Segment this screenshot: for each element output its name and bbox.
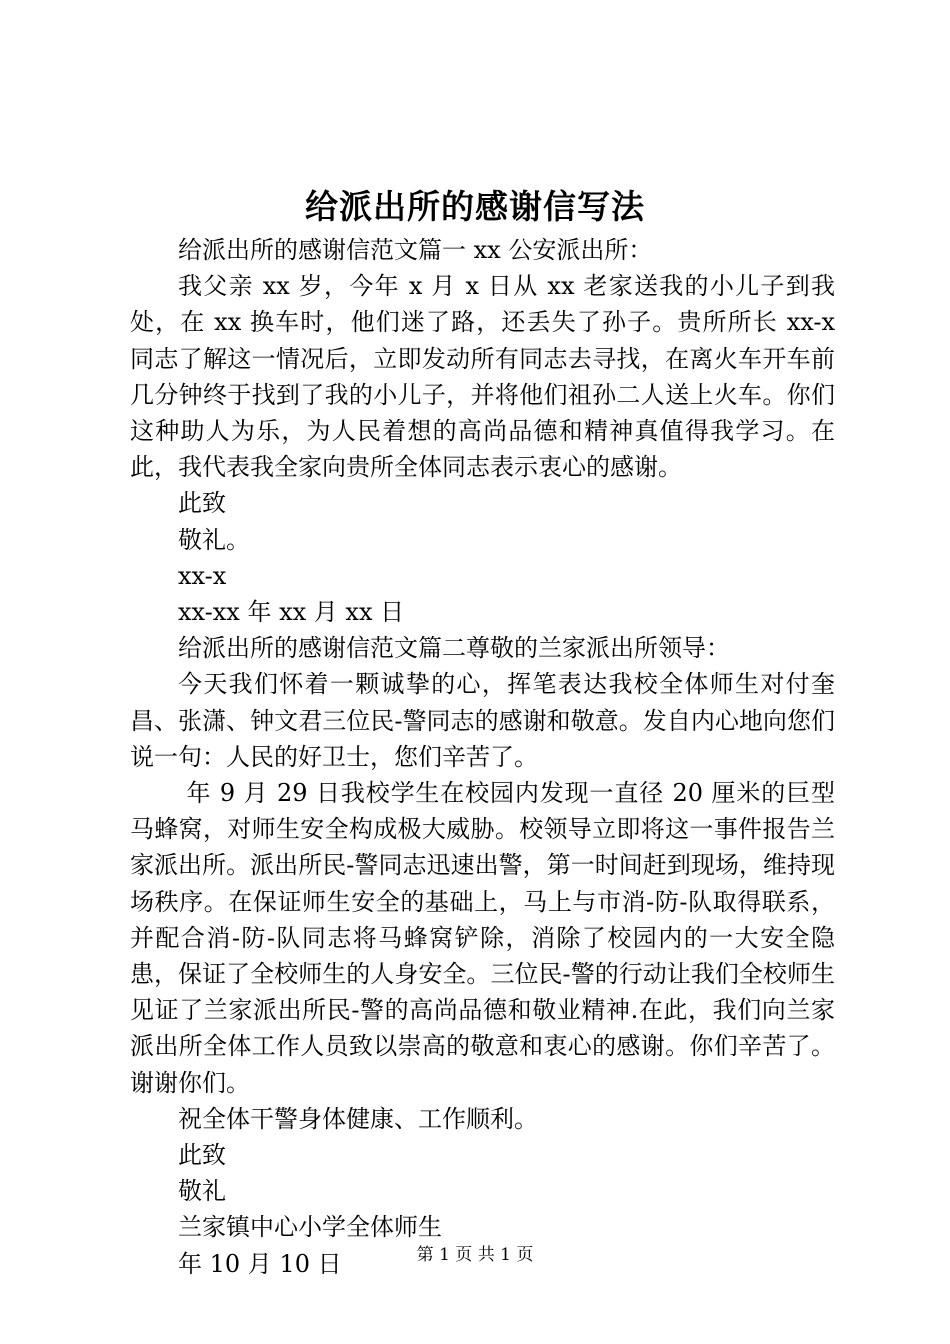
paragraph-date-2: 年 10 月 10 日 [178,1249,342,1278]
paragraph-salutation-2: 给派出所的感谢信范文篇二尊敬的兰家派出所领导： [178,634,730,663]
paragraph-letter-1-body: 我父亲 xx 岁，今年 x 月 x 日从 xx 老家送我的小儿子到我处，在 xx 换车时，他们迷了路，还丢失了孙子。贵所所长 xx-x 同志了解这一情况后，立即发动所有同志去寻找，在离火车开车前几分钟终于找到了我的小儿子，并将他们祖孙二人送上火车。你们这种助人为乐，为人民着想的高尚品德和精神真值得我学习。在此，我代表我全家向贵所全体同志表示衷心的感谢。 [130,272,843,482]
paragraph-salutation-1: 给派出所的感谢信范文篇一 xx 公安派出所： [178,236,653,264]
paragraph-wishes-2: 祝全体干警身体健康、工作顺利。 [178,1104,538,1133]
paragraph-signature-1: xx-x [178,561,227,590]
document-body [130,232,843,1282]
paragraph-regards-1: 敬礼。 [178,525,250,554]
paragraph-closing-1: 此致 [178,489,226,518]
paragraph-letter-2-intro: 今天我们怀着一颗诚挚的心，挥笔表达我校全体师生对付奎昌、张潇、钟文君三位民-警同志的感谢和敬意。发自内心地向您们说一句：人民的好卫士，您们辛苦了。 [130,670,835,771]
paragraph-signature-2: 兰家镇中心小学全体师生 [178,1213,442,1242]
paragraph-closing-2: 此致 [178,1141,226,1170]
paragraph-regards-2: 敬礼 [178,1177,226,1206]
page-number-footer: 第 1 页 共 1 页 [416,1245,534,1265]
document-title: 给派出所的感谢信写法 [305,187,645,226]
paragraph-date-1: xx-xx 年 xx 月 xx 日 [178,598,405,627]
paragraph-letter-2-body: 年 9 月 29 日我校学生在校园内发现一直径 20 厘米的巨型马蜂窝，对师生安全构成极大威胁。校领导立即将这一事件报告兰家派出所。派出所民-警同志迅速出警，第一时间赶到现场，维持现场秩序。在保证师生安全的基础上，马上与市消-防-队取得联系，并配合消-防-队同志将马蜂窝铲除，消除了校园内的一大安全隐患，保证了全校师生的人身安全。三位民-警的行动让我们全校师生见证了兰家派出所民-警的高尚品德和敬业精神.在此，我们向兰家派出所全体工作人员致以崇高的敬意和衷心的感谢。你们辛苦了。谢谢你们。 [130,779,835,1097]
